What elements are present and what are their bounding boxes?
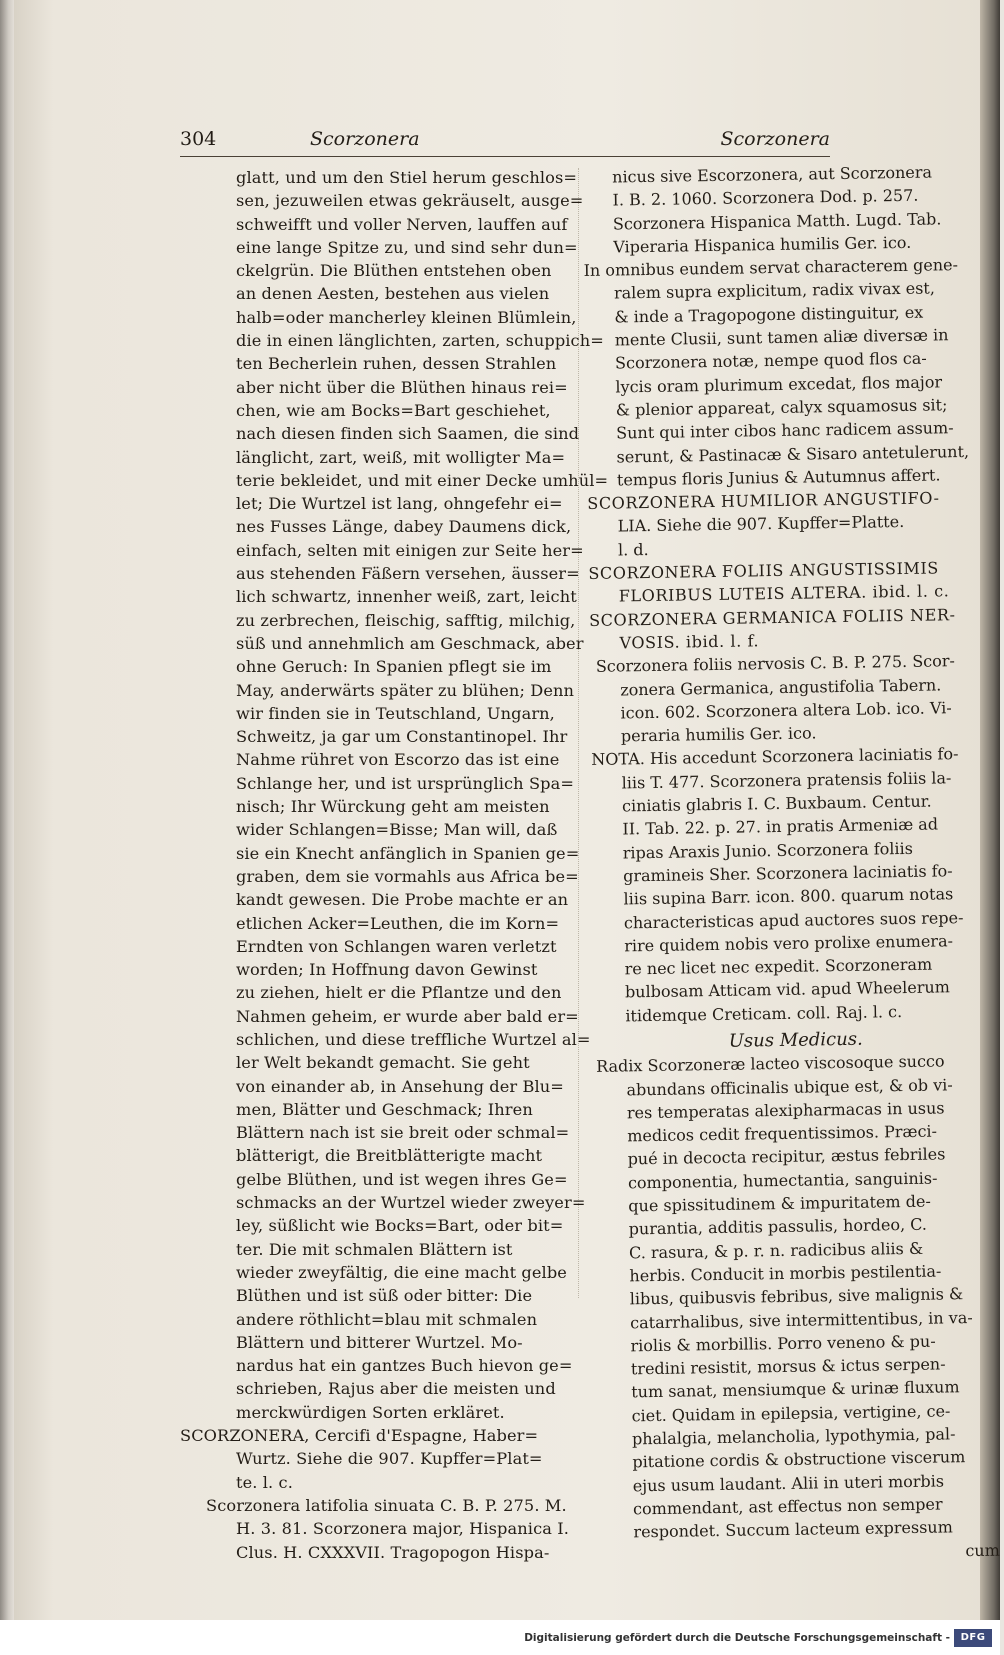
text-line: SCORZONERA, Cercifi d'Espagne, Haber= <box>180 1426 539 1446</box>
text-line: Scorzonera latifolia sinuata C. B. P. 275. M. <box>206 1495 567 1515</box>
text-line: zu ziehen, hielt er die Pflantze und den <box>236 983 562 1003</box>
text-line: wir finden sie in Teutschland, Ungarn, <box>236 703 555 723</box>
text-line: gramineis Sher. Scorzonera laciniatis fo- <box>623 861 953 886</box>
text-line: icon. 602. Scorzonera altera Lob. ico. Vi- <box>620 698 952 723</box>
text-line: kandt gewesen. Die Probe machte er an <box>236 890 569 910</box>
text-line: Nahmen geheim, er wurde aber bald er= <box>236 1006 579 1026</box>
text-line: purantia, additis passulis, hordeo, C. <box>628 1215 928 1239</box>
text-line: Erndten von Schlangen waren verletzt <box>236 936 557 956</box>
text-line: ohne Geruch: In Spanien pflegt sie im <box>236 657 552 677</box>
text-line: glatt, und um den Stiel herum geschlos= <box>236 168 578 187</box>
text-line: Scorzonera foliis nervosis C. B. P. 275. Scor- <box>595 651 956 677</box>
text-line: Scorzonera Hispanica Matth. Lugd. Tab. <box>612 208 942 234</box>
text-line: & inde a Tragopogone distinguitur, ex <box>614 302 924 327</box>
text-line: halb=oder mancherley kleinen Blümlein, <box>236 307 577 327</box>
text-line: chen, wie am Bocks=Bart geschiehet, <box>236 400 551 420</box>
text-line: ripas Araxis Junio. Scorzonera foliis <box>622 838 914 863</box>
text-line: Blüthen und ist süß oder bitter: Die <box>236 1286 533 1306</box>
text-line: pitatione cordis & obstructione viscerum <box>632 1447 966 1472</box>
page-number: 304 <box>180 128 217 150</box>
text-line: sen, jezuweilen etwas gekräuselt, ausge= <box>236 191 584 211</box>
footer-bar <box>0 1620 1000 1655</box>
text-line: ciniatis glabris I. C. Buxbaum. Centur. <box>621 791 932 816</box>
text-line: liis T. 477. Scorzonera pratensis foliis la- <box>621 767 952 793</box>
text-line: mente Clusii, sunt tamen aliæ diversæ in <box>614 325 949 350</box>
text-line: pué in decocta recipitur, æstus febriles <box>627 1144 946 1169</box>
text-line: cum <box>965 1540 1000 1560</box>
text-line: H. 3. 81. Scorzonera major, Hispanica I. <box>236 1519 569 1539</box>
text-line: tempus floris Junius & Autumnus affert. <box>616 465 941 490</box>
running-head <box>180 128 830 158</box>
text-line: Sunt qui inter cibos hanc radicem assum- <box>616 418 954 443</box>
text-line: liis supina Barr. icon. 800. quarum notas <box>623 884 954 909</box>
text-line: süß und annehmlich am Geschmack, aber <box>236 633 584 653</box>
text-line: re nec licet nec expedit. Scorzoneram <box>624 954 933 979</box>
text-line: schmacks an der Wurtzel wieder zweyer= <box>236 1193 586 1213</box>
text-line: nach diesen finden sich Saamen, die sind <box>236 424 580 444</box>
text-line: eine lange Spitze zu, und sind sehr dun= <box>236 237 578 257</box>
text-line: worden; In Hoffnung davon Gewinst <box>236 960 538 980</box>
text-line: itidemque Creticam. coll. Raj. l. c. <box>625 1001 903 1026</box>
text-line: libus, quibusvis febribus, sive malignis & <box>629 1284 964 1309</box>
text-line: & plenior appareat, calyx squamosus sit; <box>615 395 948 420</box>
text-line: nardus hat ein gantzes Buch hievon ge= <box>236 1356 573 1376</box>
text-line: Nahme rühret von Escorzo das ist eine <box>236 750 560 770</box>
text-line: riolis & morbillis. Porro veneno & pu- <box>630 1331 936 1356</box>
text-line: SCORZONERA HUMILIOR ANGUSTIFO- <box>587 488 940 514</box>
text-line: Blättern und bitterer Wurtzel. Mo- <box>236 1332 523 1352</box>
text-line: In omnibus eundem servat characterem gene- <box>583 255 959 281</box>
text-line: SCORZONERA GERMANICA FOLIIS NER- <box>588 604 956 630</box>
text-line: VOSIS. ibid. l. f. <box>619 631 760 653</box>
text-line: ler Welt bekandt gemacht. Sie geht <box>236 1053 530 1073</box>
text-line: ralem supra explicitum, radix vivax est, <box>613 278 936 303</box>
text-line: wider Schlangen=Bisse; Man will, daß <box>236 820 558 840</box>
text-line: te. l. c. <box>236 1472 293 1492</box>
text-line: herbis. Conducit in morbis pestilentia- <box>629 1261 942 1286</box>
text-line: wieder zweyfältig, die eine macht gelbe <box>236 1262 567 1282</box>
text-line: medicos cedit frequentissimos. Præci- <box>627 1121 938 1146</box>
text-line: einfach, selten mit einigen zur Seite her= <box>236 540 584 560</box>
text-line: Wurtz. Siehe die 907. Kupffer=Plat= <box>236 1449 543 1469</box>
text-line: schweifft und voller Nerven, lauffen auf <box>236 214 568 234</box>
text-line: II. Tab. 22. p. 27. in pratis Armeniæ ad <box>622 814 939 839</box>
text-line: respondet. Succum lacteum expressum <box>633 1517 953 1542</box>
text-line: andere röthlicht=blau mit schmalen <box>236 1309 538 1329</box>
text-line: Viperaria Hispanica humilis Ger. ico. <box>613 232 912 257</box>
footer-credit: Digitalisierung gefördert durch die Deutsche Forschungsgemeinschaft - <box>524 1632 950 1644</box>
text-line: ten Becherlein ruhen, dessen Strahlen <box>236 354 557 374</box>
text-line: schlichen, und diese treffliche Wurtzel al= <box>236 1029 591 1049</box>
text-line: Schweitz, ja gar um Constantinopel. Ihr <box>236 727 568 747</box>
left-column <box>180 166 609 1564</box>
right-column <box>582 160 1004 1568</box>
text-line: phalalgia, melancholia, lypothymia, pal- <box>631 1424 956 1449</box>
text-line: lich schwartz, innenher weiß, zart, leicht <box>236 587 577 607</box>
text-line: nisch; Ihr Würckung geht am meisten <box>236 797 550 817</box>
text-line: Blättern nach ist sie breit oder schmal= <box>236 1123 570 1143</box>
text-line: abundans officinalis ubique est, & ob vi- <box>626 1074 953 1099</box>
header-rule <box>180 156 830 157</box>
text-line: an denen Aesten, bestehen aus vielen <box>236 284 550 304</box>
text-line: componentia, humectantia, sanguinis- <box>627 1168 938 1193</box>
text-line: commendant, ast effectus non semper <box>632 1494 943 1519</box>
text-line: Clus. H. CXXXVII. Tragopogon Hispa- <box>236 1542 550 1562</box>
text-line: ciet. Quidam in epilepsia, vertigine, ce- <box>631 1401 951 1426</box>
text-line: NOTA. His accedunt Scorzonera laciniatis fo- <box>591 744 959 770</box>
text-line: nicus sive Escorzonera, aut Scorzonera <box>612 162 933 187</box>
text-line: nes Fusses Länge, dabey Daumens dick, <box>236 517 572 537</box>
text-line: terie bekleidet, und mit einer Decke umhül= <box>236 470 609 490</box>
text-line: bulbosam Atticam vid. apud Wheelerum <box>624 977 951 1002</box>
text-line: FLORIBUS LUTEIS ALTERA. ibid. l. c. <box>618 581 950 606</box>
text-line: serunt, & Pastinacæ & Sisaro antetulerunt, <box>616 441 970 467</box>
section-heading: Usus Medicus. <box>728 1028 863 1052</box>
text-line: I. B. 2. 1060. Scorzonera Dod. p. 257. <box>612 186 919 210</box>
text-line: ley, süßlicht wie Bocks=Bart, oder bit= <box>236 1216 564 1236</box>
text-line: lycis oram plurimum excedat, flos major <box>615 372 943 397</box>
text-line: rire quidem nobis vero prolixe enumera- <box>624 931 954 956</box>
text-line: von einander ab, in Ansehung der Blu= <box>236 1076 564 1096</box>
text-line: zonera Germanica, angustifolia Tabern. <box>620 674 942 699</box>
text-line: characteristicas apud auctores suos repe- <box>623 907 964 932</box>
text-line: Scorzonera notæ, nempe quod flos ca- <box>614 348 927 373</box>
text-line: l. d. <box>617 539 649 560</box>
text-line: aber nicht über die Blüthen hinaus rei= <box>236 377 568 397</box>
text-line: Radix Scorzoneræ lacteo viscosoque succo <box>595 1051 945 1077</box>
text-line: que spissitudinem & impuritatem de- <box>628 1191 931 1216</box>
text-line: Schlange her, und ist ursprünglich Spa= <box>236 773 575 793</box>
text-line: aus stehenden Fäßern versehen, äusser= <box>236 564 580 584</box>
dfg-logo: DFG <box>954 1629 992 1647</box>
text-line: graben, dem sie vormahls aus Africa be= <box>236 866 579 886</box>
text-line: ckelgrün. Die Blüthen entstehen oben <box>236 261 552 281</box>
text-line: schrieben, Rajus aber die meisten und <box>236 1379 556 1399</box>
text-line: ter. Die mit schmalen Blättern ist <box>236 1239 513 1259</box>
text-line: men, Blätter und Geschmack; Ihren <box>236 1099 533 1119</box>
text-line: die in einen länglichten, zarten, schuppich= <box>236 331 604 351</box>
text-line: ejus usum laudant. Alii in uteri morbis <box>632 1471 945 1495</box>
text-line: C. rasura, & p. r. n. radicibus aliis & <box>628 1238 924 1263</box>
text-line: zu zerbrechen, fleischig, safftig, milchig, <box>236 610 576 630</box>
text-line: länglicht, zart, weiß, mit wolligter Ma= <box>236 447 566 467</box>
text-line: let; Die Wurtzel ist lang, ohngefehr ei= <box>236 494 563 514</box>
text-line: LIA. Siehe die 907. Kupffer=Platte. <box>617 512 905 536</box>
text-line: May, anderwärts später zu blühen; Denn <box>236 680 575 700</box>
text-line: SCORZONERA FOLIIS ANGUSTISSIMIS <box>588 558 940 583</box>
text-line: merckwürdigen Sorten erkläret. <box>236 1402 505 1422</box>
text-line: gelbe Blüthen, und ist wegen ihres Ge= <box>236 1169 568 1189</box>
text-line: blätterigt, die Breitblätterigte macht <box>236 1146 543 1166</box>
text-line: etlichen Acker=Leuthen, die im Korn= <box>236 913 560 933</box>
text-line: catarrhalibus, sive intermittentibus, in va- <box>630 1307 973 1332</box>
running-head-right: Scorzonera <box>720 128 830 150</box>
text-line: peraria humilis Ger. ico. <box>620 723 817 746</box>
text-line: tum sanat, mensiumque & urinæ fluxum <box>631 1377 960 1402</box>
running-head-left: Scorzonera <box>310 128 420 150</box>
text-line: res temperatas alexipharmacas in usus <box>626 1098 945 1123</box>
text-line: sie ein Knecht anfänglich in Spanien ge= <box>236 843 580 863</box>
text-line: tredini resistit, morsus & ictus serpen- <box>630 1354 946 1379</box>
scan-edge <box>0 0 14 1655</box>
